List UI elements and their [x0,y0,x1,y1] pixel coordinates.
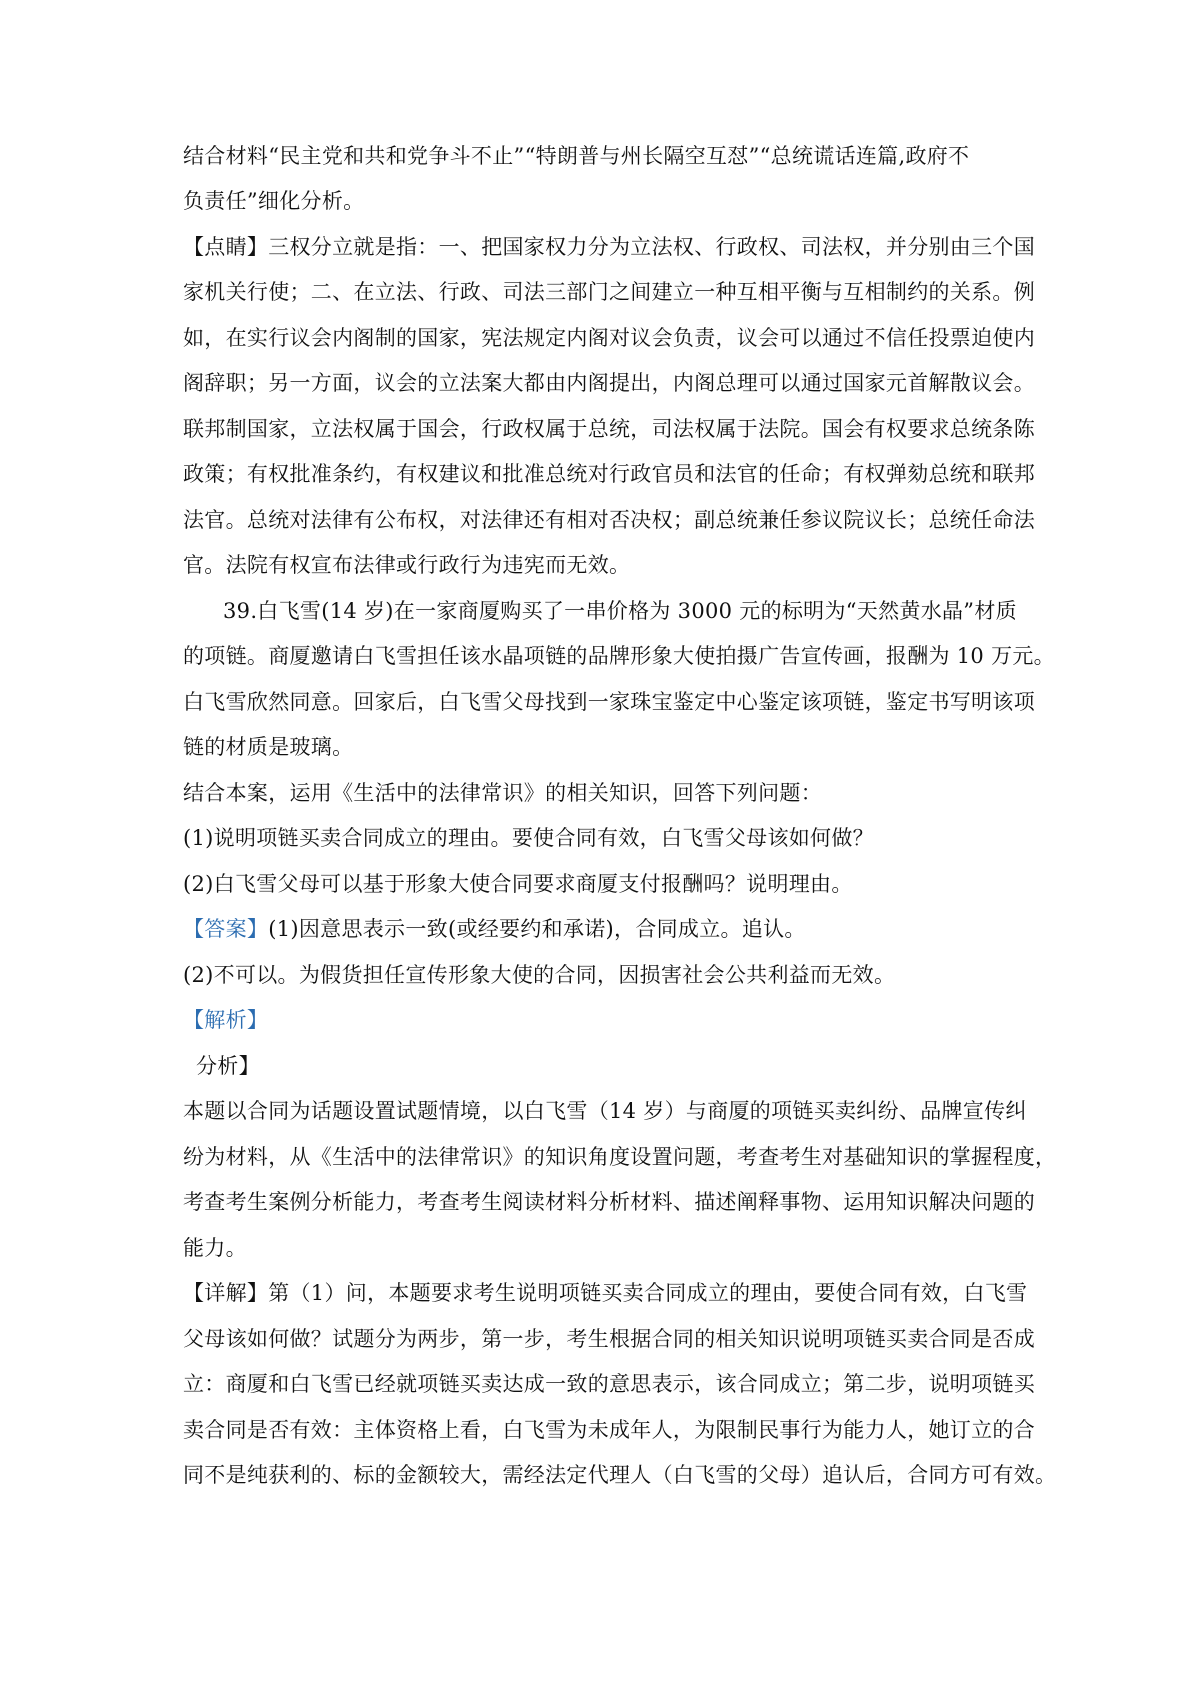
answer-line: (2)不可以。为假货担任宣传形象大使的合同，因损害社会公共利益而无效。 [183,963,896,987]
detail-line: 立：商厦和白飞雪已经就项链买卖达成一致的意思表示，该合同成立；第二步，说明项链买 [183,1372,1035,1396]
question-39-line: 39.白飞雪(14 岁)在一家商厦购买了一串价格为 3000 元的标明为“天然黄水晶”材质 [223,599,1017,623]
analysis-heading: 分析】 [196,1054,260,1078]
question-line: 链的材质是玻璃。 [183,735,354,759]
paragraph-line: 政策；有权批准条约，有权建议和批准总统对行政官员和法官的任命；有权弹劾总统和联邦 [183,462,1035,486]
paragraph-text: 三权分立就是指：一、把国家权力分为立法权、行政权、司法权，并分别由三个国 [268,235,1035,259]
paragraph-line: 法官。总统对法律有公布权，对法律还有相对否决权；副总统兼任参议院议长；总统任命法 [183,508,1035,532]
question-line: 的项链。商厦邀请白飞雪担任该水晶项链的品牌形象大使拍摄广告宣传画，报酬为 10 万元。 [183,644,1055,668]
question-prompt: 结合本案，运用《生活中的法律常识》的相关知识，回答下列问题： [183,781,822,805]
sub-question-1: (1)说明项链买卖合同成立的理由。要使合同有效，白飞雪父母该如何做？ [183,826,874,850]
analysis-line: 纷为材料，从《生活中的法律常识》的知识角度设置问题，考查考生对基础知识的掌握程度， [183,1145,1057,1169]
xiangjie-tag: 【详解】 [183,1281,269,1305]
analysis-line: 考查考生案例分析能力，考查考生阅读材料分析材料、描述阐释事物、运用知识解决问题的 [183,1190,1035,1214]
paragraph-line: 家机关行使；二、在立法、行政、司法三部门之间建立一种互相平衡与互相制约的关系。例 [183,280,1035,304]
xiangjie-line [183,1278,1033,1308]
dianjing-line [183,232,1033,262]
question-line: 白飞雪欣然同意。回家后，白飞雪父母找到一家珠宝鉴定中心鉴定该项链，鉴定书写明该项 [183,690,1035,714]
answer-text: (1)因意思表示一致(或经要约和承诺)，合同成立。追认。 [268,917,806,941]
paragraph-line: 联邦制国家，立法权属于国会，行政权属于总统，司法权属于法院。国会有权要求总统条陈 [183,417,1035,441]
paragraph-line: 负责任”细化分析。 [183,189,365,213]
paragraph-line: 阁辞职；另一方面，议会的立法案大都由内阁提出，内阁总理可以通过国家元首解散议会。 [183,371,1035,395]
analysis-line: 能力。 [183,1236,247,1260]
dianjing-tag: 【点睛】 [183,235,269,259]
answer-tag: 【答案】 [183,917,269,941]
detail-line: 卖合同是否有效：主体资格上看，白飞雪为未成年人，为限制民事行为能力人，她订立的合 [183,1418,1035,1442]
sub-question-2: (2)白飞雪父母可以基于形象大使合同要求商厦支付报酬吗？说明理由。 [183,872,853,896]
detail-line: 同不是纯获利的、标的金额较大，需经法定代理人（白飞雪的父母）追认后，合同方可有效。 [183,1463,1057,1487]
paragraph-line: 官。法院有权宣布法律或行政行为违宪而无效。 [183,553,631,577]
paragraph-line: 结合材料“民主党和共和党争斗不止”“特朗普与州长隔空互怼”“总统谎话连篇,政府不 [183,144,970,168]
jiexi-line [183,1005,1033,1035]
detail-line: 父母该如何做？试题分为两步，第一步，考生根据合同的相关知识说明项链买卖合同是否成 [183,1327,1035,1351]
answer-line [183,914,1033,944]
analysis-line: 本题以合同为话题设置试题情境，以白飞雪（14 岁）与商厦的项链买卖纠纷、品牌宣传纠 [183,1099,1027,1123]
jiexi-tag: 【解析】 [183,1008,269,1032]
xiangjie-text: 第（1）问，本题要求考生说明项链买卖合同成立的理由，要使合同有效，白飞雪 [268,1281,1028,1305]
paragraph-line: 如，在实行议会内阁制的国家，宪法规定内阁对议会负责，议会可以通过不信任投票迫使内 [183,326,1035,350]
